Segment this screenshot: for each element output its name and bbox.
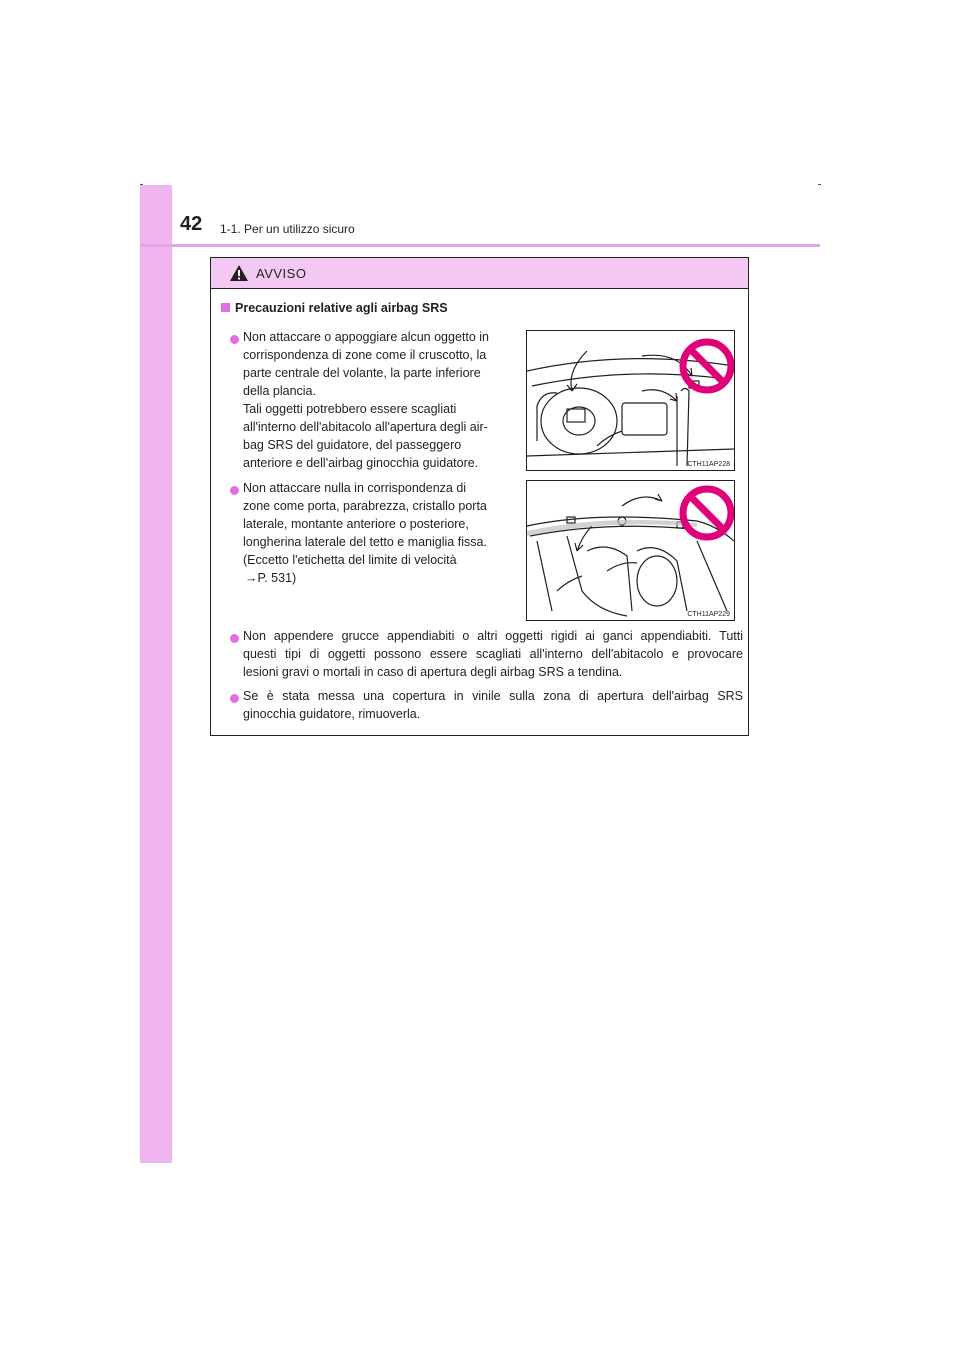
crop-mark — [140, 184, 143, 185]
warning-title: AVVISO — [256, 266, 307, 281]
image-code: CTH11AP229 — [687, 611, 730, 618]
square-bullet-icon — [221, 303, 230, 312]
page-number: 42 — [180, 213, 203, 235]
bullet-item-4: Se è stata messa una copertura in vinile sulla zona di apertura dell'airbag SRS ginocchia guidatore, rimuoverla. — [243, 689, 743, 721]
cabin-illustration-icon — [527, 481, 734, 620]
crop-mark — [818, 184, 821, 185]
illustration-dashboard — [526, 330, 735, 471]
warning-box — [210, 257, 749, 736]
bullet-dot-icon — [230, 694, 239, 703]
bullet-item-2: Non attaccare nulla in corrispondenza di zone come porta, parabrezza, cristallo porta laterale, montante anteriore o posteriore, longherina laterale del tetto e maniglia fissa. (Eccetto l'etichetta del limite di velocità →P. 531) — [243, 481, 487, 585]
warning-heading: Precauzioni relative agli airbag SRS — [221, 301, 448, 315]
bullet-item-1: Non attaccare o appoggiare alcun oggetto in corrispondenza di zone come il cruscotto, la parte centrale del volante, la parte inferiore della plancia. Tali oggetti potrebbero essere scagliati all'interno dell'abitacolo all'apertura degli air- bag SRS del guidatore, del passeggero anteriore e dell'airbag ginocchia guidatore. — [243, 330, 490, 470]
bullet-item-3: Non appendere grucce appendiabiti o altri oggetti rigidi ai ganci appendiabiti. Tutti questi tipi di oggetti possono essere scagliati all'interno dell'abitacolo e provocare lesioni gravi o mortali in caso di apertura degli airbag SRS a tendina. — [243, 629, 743, 679]
warning-header — [211, 258, 748, 289]
warning-triangle-icon — [229, 264, 249, 282]
side-band — [140, 185, 172, 1163]
header-rule — [140, 244, 820, 247]
illustration-cabin — [526, 480, 735, 621]
bullet-dot-icon — [230, 335, 239, 344]
image-code: CTH11AP228 — [687, 461, 730, 468]
bullet-dot-icon — [230, 486, 239, 495]
bullet-dot-icon — [230, 634, 239, 643]
section-title: 1-1. Per un utilizzo sicuro — [220, 222, 355, 236]
dashboard-illustration-icon — [527, 331, 734, 470]
